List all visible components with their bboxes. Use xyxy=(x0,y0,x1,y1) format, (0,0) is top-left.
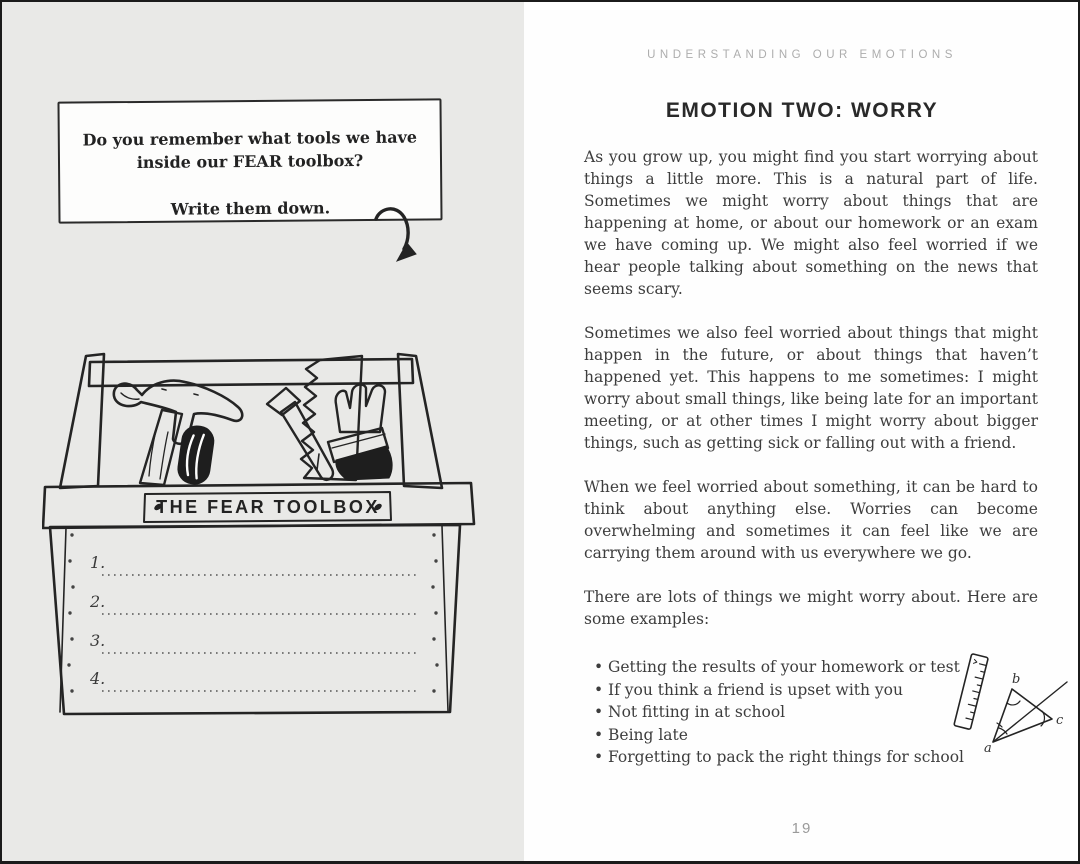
bullet-icon: • xyxy=(594,680,604,699)
curved-arrow-icon xyxy=(373,203,425,267)
list-item-text: Being late xyxy=(608,725,688,744)
grip-tool-icon xyxy=(176,424,216,486)
list-item xyxy=(594,701,1038,724)
right-page xyxy=(524,0,1080,864)
line-number-1: 1. xyxy=(90,553,106,572)
toolbox-body xyxy=(50,525,460,714)
fear-toolbox-illustration xyxy=(42,338,482,720)
line-number-3: 3. xyxy=(90,631,106,650)
list-item-text: If you think a friend is upset with you xyxy=(608,680,903,699)
bullet-icon: • xyxy=(594,748,604,766)
paragraph-3: When we feel worried about something, it can be hard to think about anything else. Worries can become overwhelming and sometimes it can feel like we are carrying them around with us everywhere we go. xyxy=(584,478,1038,562)
paragraph-2: Sometimes we also feel worried about things that might happen in the future, or about things that haven’t happened yet. This happens to me sometimes: I might worry about small things, like being late for an important meeting, or at other times I might worry about bigger things, such as getting sick or falling out with a friend. xyxy=(584,324,1038,452)
list-item xyxy=(594,656,1038,679)
page-title: EMOTION TWO: WORRY xyxy=(665,99,939,122)
toolbox-nameplate xyxy=(144,492,391,522)
page-number: 19 xyxy=(791,820,813,837)
screwdriver-icon xyxy=(267,388,333,480)
paragraph-4: There are lots of things we might worry about. Here are some examples: xyxy=(584,588,1038,628)
triangle-label-c: c xyxy=(1056,713,1064,728)
list-item xyxy=(594,746,1038,769)
triangle-label-b: b xyxy=(1012,672,1021,687)
list-item-text: Getting the results of your homework or test xyxy=(608,658,960,676)
triangle-label-a: a xyxy=(984,741,992,756)
paragraph-1: As you grow up, you might find you start worrying about things a little more. This is a natural part of life. Sometimes we might worry about things that are happening at home, or about our homework or an exam we have coming up. We might also feel worried if we hear people talking about something on the news that seems scary. xyxy=(584,148,1038,298)
prompt-instruction: Write them down. xyxy=(170,198,331,219)
left-page xyxy=(0,0,524,864)
toolbox-label: THE FEAR TOOLBOX xyxy=(156,497,380,517)
running-header: UNDERSTANDING OUR EMOTIONS xyxy=(647,49,957,61)
rivet-dots xyxy=(67,533,438,692)
toolbox-write-lines xyxy=(89,553,416,691)
worry-examples-list xyxy=(584,656,1038,769)
prompt-question-line2: inside our FEAR toolbox? xyxy=(136,151,364,172)
list-item xyxy=(594,679,1038,702)
line-number-2: 2. xyxy=(90,592,106,611)
list-item-text: Forgetting to pack the right things for school xyxy=(608,748,964,766)
list-item-text: Not fitting in at school xyxy=(608,703,786,721)
list-item xyxy=(594,724,1038,747)
body-content xyxy=(584,146,1038,769)
bullet-icon: • xyxy=(594,658,604,676)
bullet-icon: • xyxy=(594,703,604,721)
prompt-question-line1: Do you remember what tools we have xyxy=(82,127,418,150)
bullet-icon: • xyxy=(594,725,604,744)
line-number-4: 4. xyxy=(90,669,106,688)
